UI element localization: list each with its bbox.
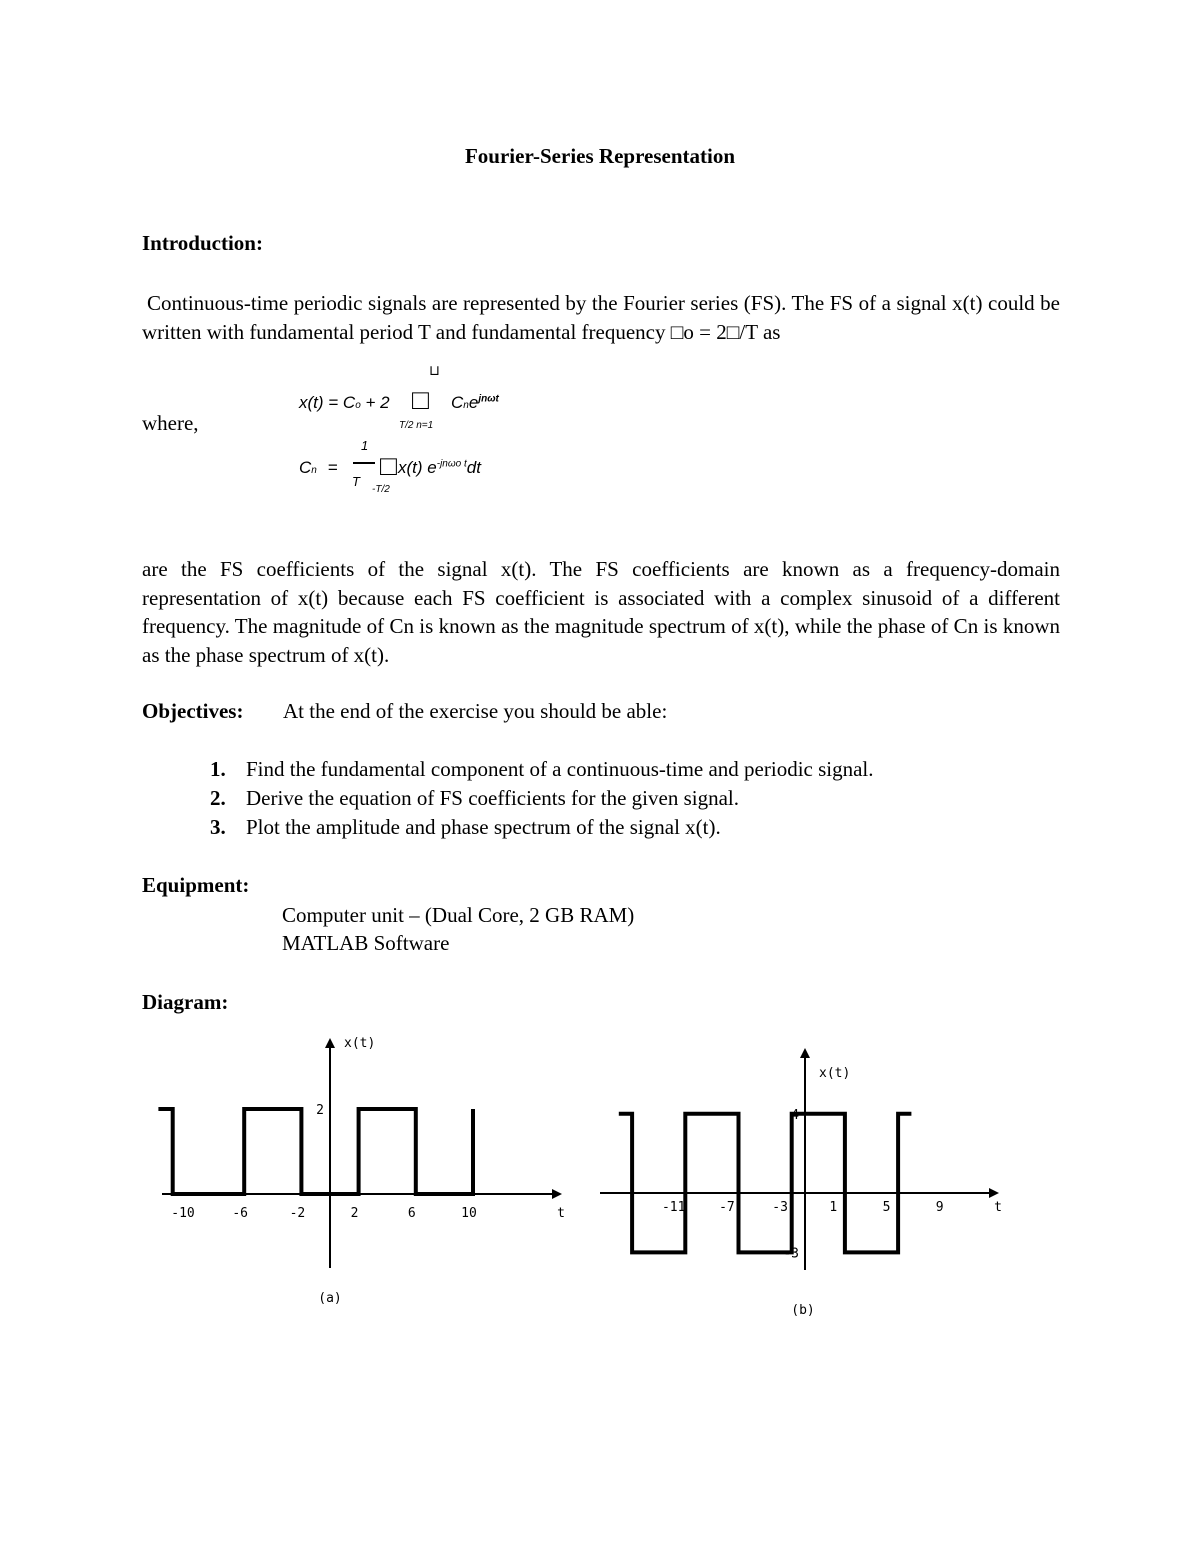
- x-tick-label: 5: [882, 1200, 891, 1215]
- equipment-heading: Equipment:: [142, 873, 250, 897]
- coefficients-paragraph: are the FS coefficients of the signal x(t). The FS coefficients are known as a frequency-domain representation of x(t) because each FS coefficient is associated with a complex sinusoid of a different frequency. The magnitude of Cn is known as the magnitude spectrum of x(t), while the phase of Cn is known as the phase spectrum of x(t).: [142, 557, 1060, 667]
- chart-b: [600, 1050, 1002, 1318]
- list-item-text: Plot the amplitude and phase spectrum of the signal x(t).: [246, 815, 721, 839]
- x-tick-label: 10: [461, 1206, 477, 1221]
- x-tick-label: 2: [350, 1206, 359, 1221]
- integral-icon: □: [380, 450, 397, 481]
- eq1-term-exp: e: [468, 393, 479, 412]
- eq2-equals: =: [327, 458, 338, 477]
- x-axis-label: t: [994, 1200, 1002, 1215]
- list-item-text: Find the fundamental component of a continuous-time and periodic signal.: [246, 757, 874, 781]
- chart-caption: (a): [318, 1291, 342, 1306]
- x-tick-label: -11: [661, 1200, 686, 1215]
- equipment-item: Computer unit – (Dual Core, 2 GB RAM): [282, 903, 635, 927]
- x-tick-label: -10: [171, 1206, 195, 1221]
- y-tick-label: 2: [316, 1103, 324, 1118]
- eq2-denominator: T: [352, 474, 360, 489]
- x-tick-label: -7: [719, 1200, 735, 1215]
- introduction-heading: Introduction:: [142, 231, 263, 255]
- eq1-lhs: x(t) = C: [299, 393, 356, 412]
- objectives-heading: Objectives:: [142, 699, 244, 723]
- eq1-exponent: jnωt: [478, 393, 499, 405]
- eq2-lhs-sub: n: [311, 465, 317, 476]
- list-item-text: Derive the equation of FS coefficients for the given signal.: [246, 786, 739, 810]
- eq2-lhs: C: [299, 458, 312, 477]
- eq2-exponent: -jnωo t: [436, 458, 467, 470]
- eq2-dt: dt: [466, 458, 481, 477]
- y-axis-label: x(t): [819, 1066, 851, 1081]
- x-axis-label: t: [557, 1206, 565, 1221]
- list-item-number: 1.: [210, 757, 226, 781]
- summation-icon: □: [412, 384, 429, 415]
- x-tick-label: 1: [829, 1200, 838, 1215]
- x-tick-label: -2: [289, 1206, 306, 1221]
- chart-a-series-line: [158, 1109, 473, 1194]
- eq1-middle: + 2: [360, 393, 390, 412]
- chart-b-series-line: [619, 1114, 912, 1253]
- eq2-numerator: 1: [361, 438, 369, 453]
- eq1-lower-limit: T/2 n=1: [399, 420, 434, 431]
- chart-a: [158, 1036, 565, 1306]
- objectives-intro: At the end of the exercise you should be able:: [283, 699, 668, 723]
- x-tick-label: 6: [407, 1206, 416, 1221]
- x-tick-label: 9: [935, 1200, 944, 1215]
- chart-caption: (b): [791, 1303, 815, 1318]
- eq1-term-c: C: [451, 393, 464, 412]
- list-item-number: 3.: [210, 815, 226, 839]
- y-axis-label: x(t): [344, 1036, 376, 1051]
- eq2-lower-limit: -T/2: [372, 484, 390, 495]
- y-tick-label: 4: [791, 1107, 799, 1123]
- y-tick-label: -3: [783, 1246, 799, 1262]
- equipment-item: MATLAB Software: [282, 931, 450, 955]
- x-tick-label: -6: [232, 1206, 249, 1221]
- list-item-number: 2.: [210, 786, 226, 810]
- where-label: where,: [142, 411, 199, 435]
- eq2-integrand-text: x(t) e: [398, 458, 437, 477]
- eq1-sub-o: o: [355, 400, 361, 411]
- page-title: Fourier-Series Representation: [464, 144, 736, 168]
- introduction-paragraph: Continuous-time periodic signals are represented by the Fourier series (FS). The FS of a signal x(t) could be written with fundamental period T and fundamental frequency □o = 2□/T as: [142, 291, 1060, 344]
- infinity-mark: ⊔: [429, 362, 440, 378]
- x-tick-label: -3: [772, 1200, 788, 1215]
- diagram-heading: Diagram:: [142, 990, 229, 1014]
- eq1-term-sub: n: [463, 400, 469, 411]
